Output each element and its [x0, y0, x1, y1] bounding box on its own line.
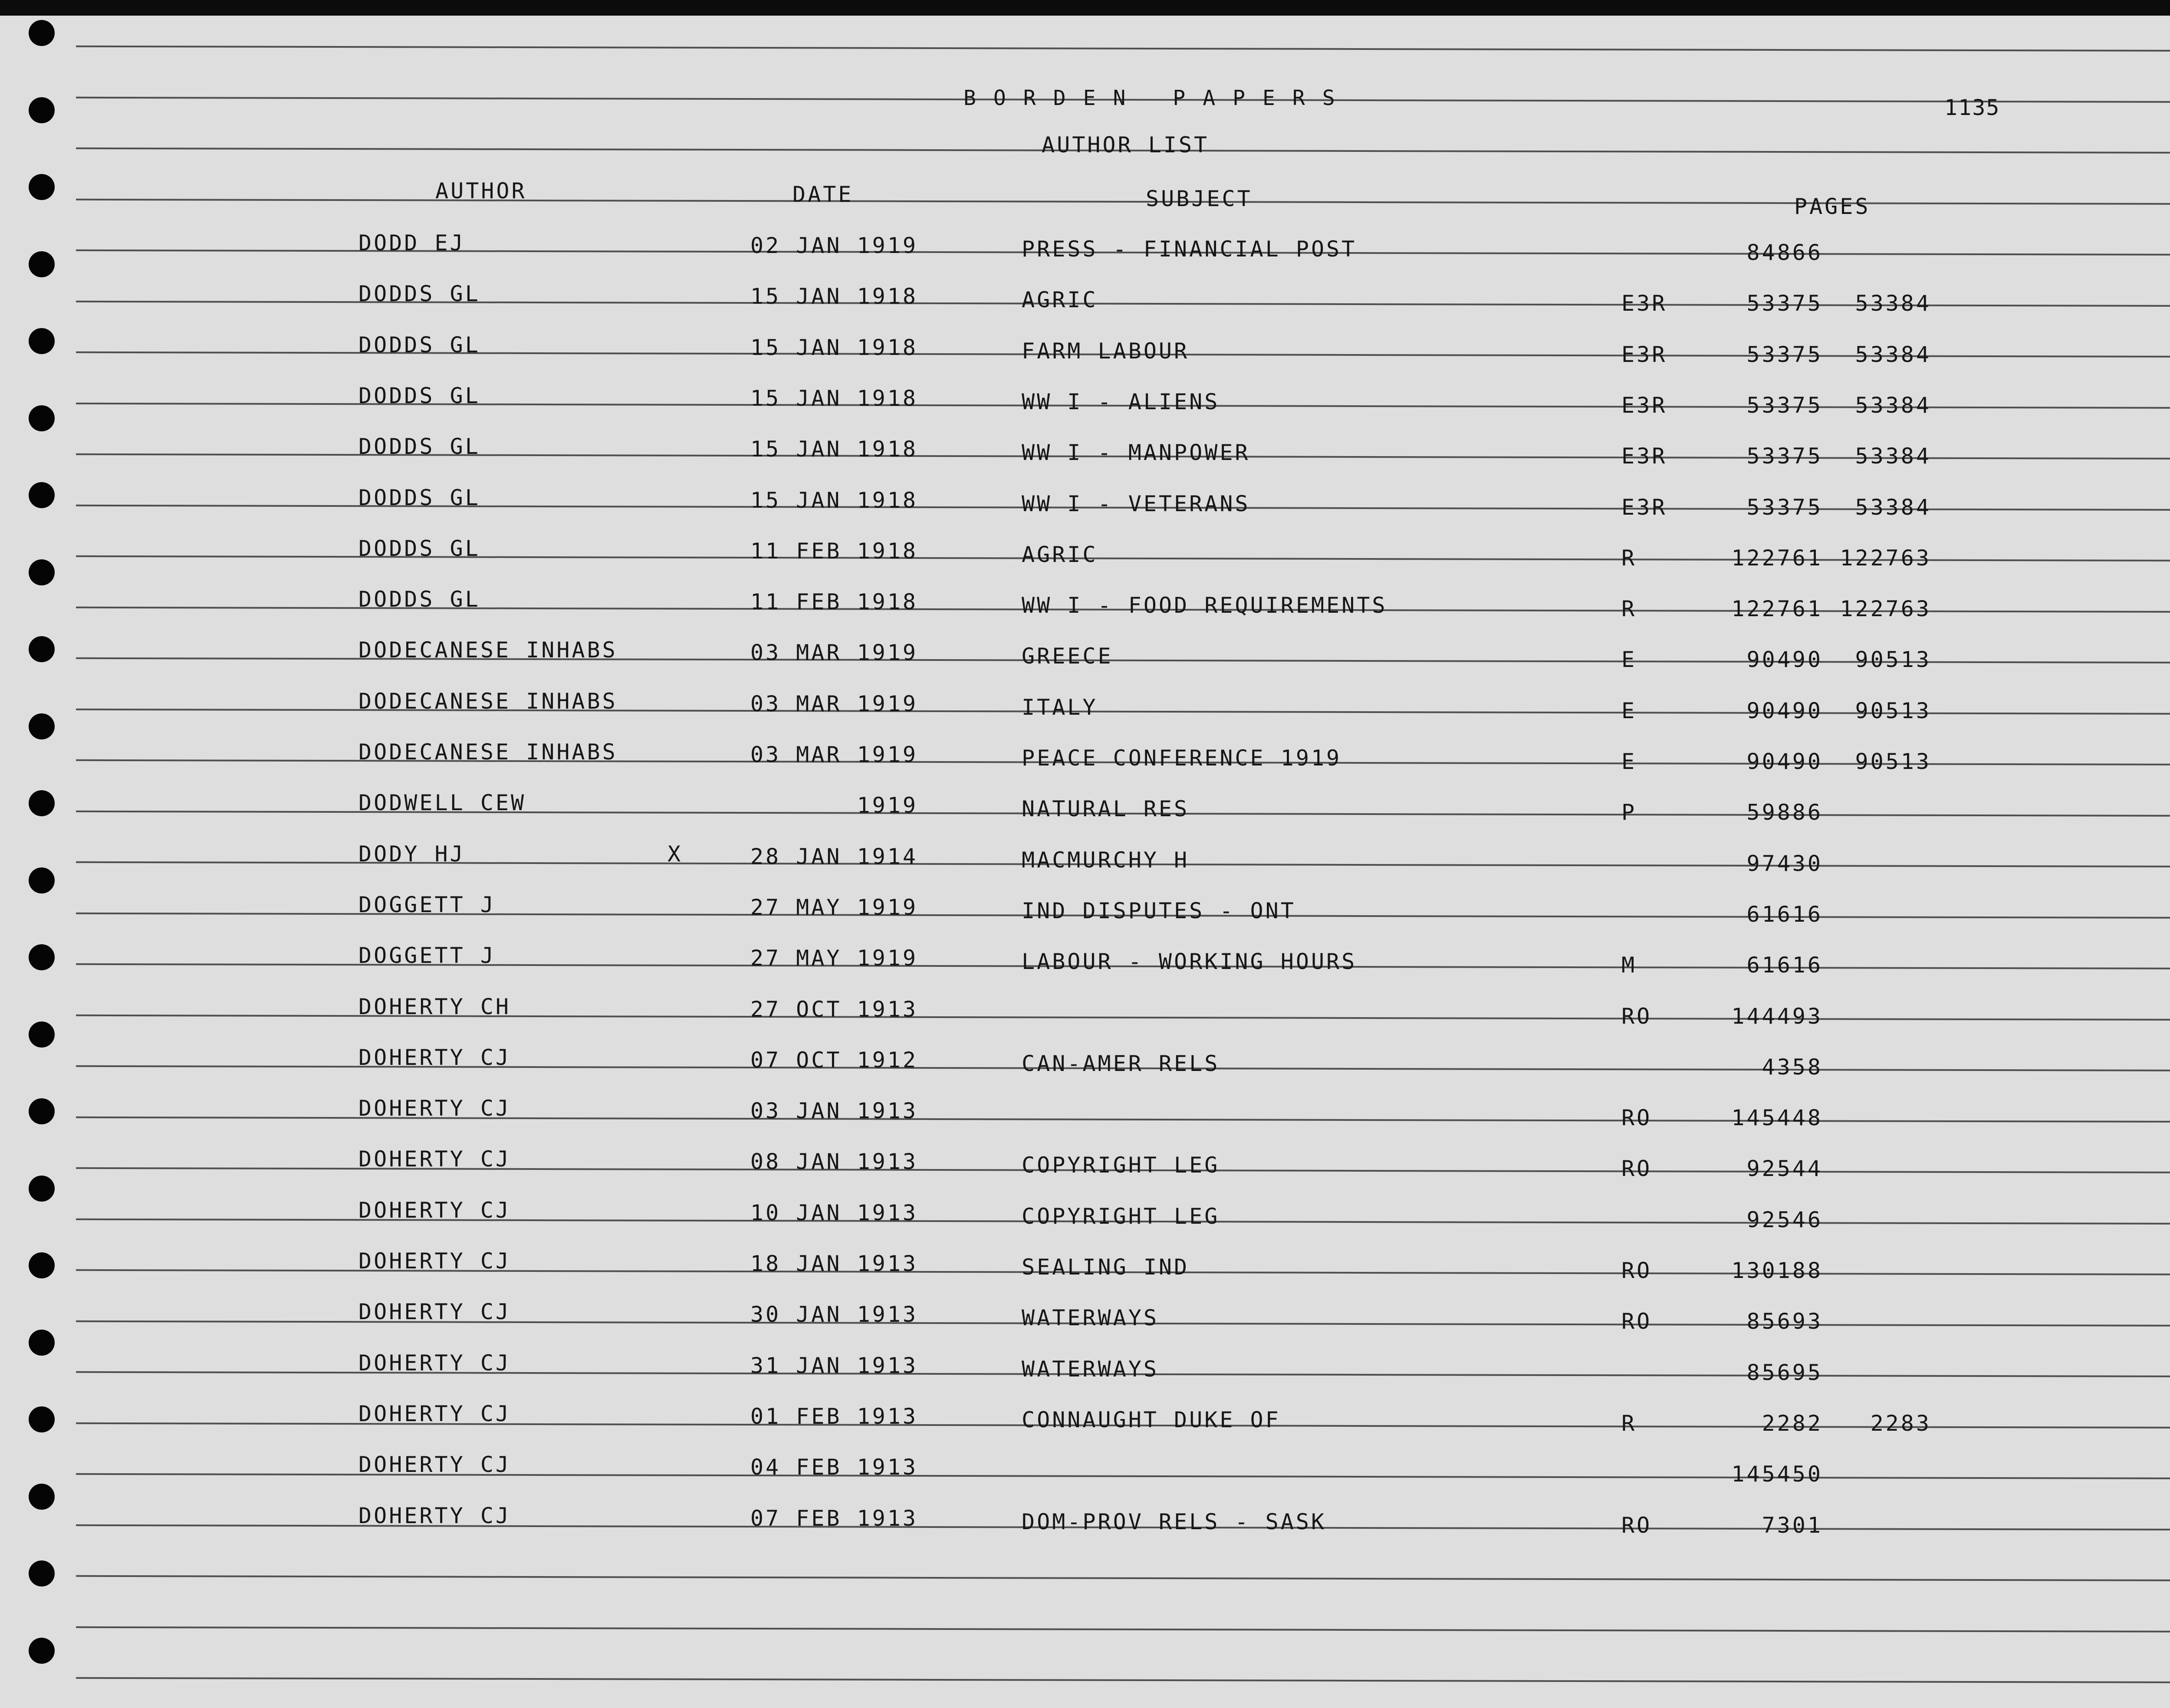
cell-code: E3R [1621, 291, 1667, 316]
cell-author: DODY HJ [358, 841, 465, 867]
ruled-line [76, 1575, 2170, 1581]
cell-author: DOHERTY CJ [358, 1146, 511, 1172]
cell-date: 18 JAN 1913 [750, 1251, 918, 1276]
tractor-hole [29, 1022, 55, 1048]
cell-author: DOHERTY CJ [358, 1299, 511, 1325]
page-number: 1135 [1944, 95, 2000, 120]
cell-date: 07 OCT 1912 [750, 1047, 918, 1073]
cell-author: DODWELL CEW [358, 790, 526, 816]
cell-page-from: 4358 [1762, 1054, 1823, 1080]
cell-date: 04 FEB 1913 [750, 1455, 918, 1480]
cell-page-from: 59886 [1746, 800, 1823, 825]
cell-code: P [1621, 800, 1637, 825]
cell-code: E3R [1621, 443, 1667, 469]
tractor-hole [29, 328, 55, 354]
tractor-hole [29, 251, 55, 277]
cell-page-to: 53384 [1855, 392, 1931, 418]
tractor-hole [29, 174, 55, 200]
cell-page-from: 53375 [1746, 392, 1823, 418]
cell-date: 01 FEB 1913 [750, 1403, 918, 1429]
cell-page-from: 90490 [1746, 749, 1823, 774]
cell-author: DOHERTY CJ [358, 1503, 511, 1528]
tractor-hole [29, 559, 55, 585]
cell-subject: DOM-PROV RELS - SASK [1022, 1509, 1327, 1534]
tractor-hole [29, 1098, 55, 1124]
cell-subject: IND DISPUTES - ONT [1022, 898, 1296, 923]
cell-date: 15 JAN 1918 [750, 284, 918, 309]
cell-page-from: 145448 [1731, 1105, 1823, 1131]
column-header-pages: PAGES [1794, 194, 1871, 219]
cell-page-to: 2283 [1870, 1410, 1931, 1436]
cell-date: 27 MAY 1919 [750, 894, 918, 920]
report-title: BORDEN PAPERS [963, 86, 1352, 110]
tractor-hole [29, 636, 55, 662]
cell-page-from: 92546 [1746, 1207, 1823, 1232]
cell-date: 28 JAN 1914 [750, 844, 918, 869]
cell-date: 30 JAN 1913 [750, 1302, 918, 1327]
cell-subject: COPYRIGHT LEG [1022, 1203, 1220, 1229]
cell-code: E3R [1621, 342, 1667, 367]
cell-subject: MACMURCHY H [1022, 847, 1190, 873]
cell-page-from: 53375 [1746, 443, 1823, 469]
cell-page-from: 53375 [1746, 291, 1823, 316]
cell-author: DOHERTY CJ [358, 1452, 511, 1478]
cell-author: DODECANESE INHABS [358, 688, 618, 714]
cell-date: 07 FEB 1913 [750, 1505, 918, 1531]
column-header-author: AUTHOR [435, 178, 527, 204]
cell-author: DOGGETT J [358, 943, 496, 969]
tractor-hole [29, 790, 55, 816]
cell-date: 02 JAN 1919 [750, 233, 918, 258]
cell-author: DOGGETT J [358, 892, 496, 917]
cell-subject: WW I - ALIENS [1022, 389, 1220, 414]
cell-author: DODD EJ [358, 230, 465, 256]
cell-code: R [1621, 545, 1637, 571]
ruled-line [76, 1677, 2170, 1683]
cell-date: 11 FEB 1918 [750, 538, 918, 564]
cell-author: DOHERTY CJ [358, 1248, 511, 1274]
cell-author: DODDS GL [358, 332, 480, 358]
report-subtitle: AUTHOR LIST [1042, 132, 1210, 158]
cell-page-from: 90490 [1746, 698, 1823, 723]
cell-author: DOHERTY CJ [358, 1045, 511, 1070]
cell-date: 08 JAN 1913 [750, 1149, 918, 1175]
column-header-subject: SUBJECT [1146, 186, 1253, 211]
cell-subject: ITALY [1022, 694, 1098, 720]
cell-subject: CAN-AMER RELS [1022, 1051, 1220, 1076]
tractor-hole [29, 1484, 55, 1510]
cell-page-from: 145450 [1731, 1462, 1823, 1487]
cell-subject: WW I - MANPOWER [1022, 440, 1250, 466]
cell-code: E3R [1621, 392, 1667, 418]
cell-author: DODDS GL [358, 485, 480, 510]
cell-date: 31 JAN 1913 [750, 1353, 918, 1378]
tractor-hole [29, 20, 55, 46]
cell-page-from: 61616 [1746, 953, 1823, 978]
cell-subject: PEACE CONFERENCE 1919 [1022, 746, 1342, 771]
tractor-hole [29, 713, 55, 739]
cell-page-from: 7301 [1762, 1512, 1823, 1538]
cell-page-from: 61616 [1746, 901, 1823, 927]
cell-code: E [1621, 647, 1637, 673]
cell-subject: AGRIC [1022, 542, 1098, 567]
cell-date: 10 JAN 1913 [750, 1200, 918, 1225]
cell-code: RO [1621, 1512, 1652, 1538]
cell-page-to: 53384 [1855, 494, 1931, 520]
cell-date: 27 OCT 1913 [750, 996, 918, 1022]
cell-page-from: 122761 [1731, 596, 1823, 622]
cell-page-from: 53375 [1746, 494, 1823, 520]
cell-code: E3R [1621, 494, 1667, 520]
cell-page-from: 122761 [1731, 545, 1823, 571]
tractor-hole [29, 1406, 55, 1432]
tractor-hole [29, 405, 55, 431]
cell-subject: CONNAUGHT DUKE OF [1022, 1407, 1281, 1432]
cell-author: DOHERTY CJ [358, 1197, 511, 1223]
cell-page-from: 97430 [1746, 851, 1823, 876]
cell-page-to: 53384 [1855, 443, 1931, 469]
cell-subject: WATERWAYS [1022, 1305, 1159, 1331]
cell-subject: FARM LABOUR [1022, 338, 1190, 364]
cell-page-from: 85695 [1746, 1360, 1823, 1385]
cell-code: RO [1621, 1309, 1652, 1334]
cell-author: DODDS GL [358, 587, 480, 612]
cell-page-from: 84866 [1746, 240, 1823, 265]
cell-author: DOHERTY CJ [358, 1096, 511, 1121]
cell-code: R [1621, 596, 1637, 622]
cell-author: DODDS GL [358, 281, 480, 307]
cell-page-from: 85693 [1746, 1309, 1823, 1334]
tractor-hole [29, 1560, 55, 1586]
tractor-hole [29, 867, 55, 893]
cell-page-to: 90513 [1855, 698, 1931, 723]
tractor-hole [29, 1638, 55, 1664]
cell-subject: WATERWAYS [1022, 1356, 1159, 1382]
cell-page-from: 90490 [1746, 647, 1823, 673]
tractor-hole [29, 1176, 55, 1202]
cell-date: 15 JAN 1918 [750, 335, 918, 360]
cell-flag: X [667, 841, 683, 867]
cell-date: 03 MAR 1919 [750, 742, 918, 767]
cell-author: DODDS GL [358, 383, 480, 408]
tractor-hole [29, 1330, 55, 1356]
cell-date: 03 MAR 1919 [750, 691, 918, 716]
cell-code: RO [1621, 1003, 1652, 1029]
cell-subject: WW I - FOOD REQUIREMENTS [1022, 593, 1387, 618]
top-edge [0, 0, 2170, 16]
tractor-hole [29, 97, 55, 123]
cell-subject: LABOUR - WORKING HOURS [1022, 949, 1357, 975]
cell-author: DOHERTY CH [358, 994, 511, 1019]
column-header-date: DATE [792, 182, 854, 207]
cell-date: 03 MAR 1919 [750, 640, 918, 666]
cell-page-from: 53375 [1746, 342, 1823, 367]
tractor-hole [29, 944, 55, 970]
cell-subject: WW I - VETERANS [1022, 491, 1250, 516]
cell-date: 15 JAN 1918 [750, 437, 918, 462]
cell-code: RO [1621, 1156, 1652, 1182]
cell-code: R [1621, 1410, 1637, 1436]
cell-code: E [1621, 698, 1637, 723]
cell-author: DODDS GL [358, 434, 480, 460]
cell-author: DODECANESE INHABS [358, 739, 618, 765]
cell-page-to: 90513 [1855, 749, 1931, 774]
cell-date: 27 MAY 1919 [750, 946, 918, 971]
cell-page-to: 122763 [1840, 596, 1931, 622]
cell-page-from: 130188 [1731, 1258, 1823, 1283]
cell-page-from: 144493 [1731, 1003, 1823, 1029]
cell-page-to: 90513 [1855, 647, 1931, 673]
tractor-hole [29, 482, 55, 508]
cell-page-from: 92544 [1746, 1156, 1823, 1182]
ruled-line [76, 1626, 2170, 1632]
cell-author: DODECANESE INHABS [358, 637, 618, 663]
cell-author: DOHERTY CJ [358, 1401, 511, 1426]
cell-subject: GREECE [1022, 644, 1113, 669]
cell-code: E [1621, 749, 1637, 774]
cell-date: 15 JAN 1918 [750, 487, 918, 513]
cell-author: DOHERTY CJ [358, 1350, 511, 1376]
cell-subject: SEALING IND [1022, 1255, 1190, 1280]
cell-author: DODDS GL [358, 535, 480, 561]
ruled-line [76, 46, 2170, 52]
cell-page-to: 53384 [1855, 291, 1931, 316]
cell-page-to: 122763 [1840, 545, 1931, 571]
cell-code: RO [1621, 1258, 1652, 1283]
cell-subject: AGRIC [1022, 287, 1098, 313]
cell-code: M [1621, 953, 1637, 978]
cell-page-from: 2282 [1762, 1410, 1823, 1436]
cell-subject: NATURAL RES [1022, 796, 1190, 822]
cell-date: 11 FEB 1918 [750, 589, 918, 615]
cell-date: 15 JAN 1918 [750, 385, 918, 411]
cell-subject: COPYRIGHT LEG [1022, 1153, 1220, 1178]
cell-subject: PRESS - FINANCIAL POST [1022, 236, 1357, 262]
cell-date: 1919 [857, 793, 918, 818]
tractor-hole [29, 1252, 55, 1278]
cell-page-to: 53384 [1855, 342, 1931, 367]
cell-date: 03 JAN 1913 [750, 1098, 918, 1124]
cell-code: RO [1621, 1105, 1652, 1131]
